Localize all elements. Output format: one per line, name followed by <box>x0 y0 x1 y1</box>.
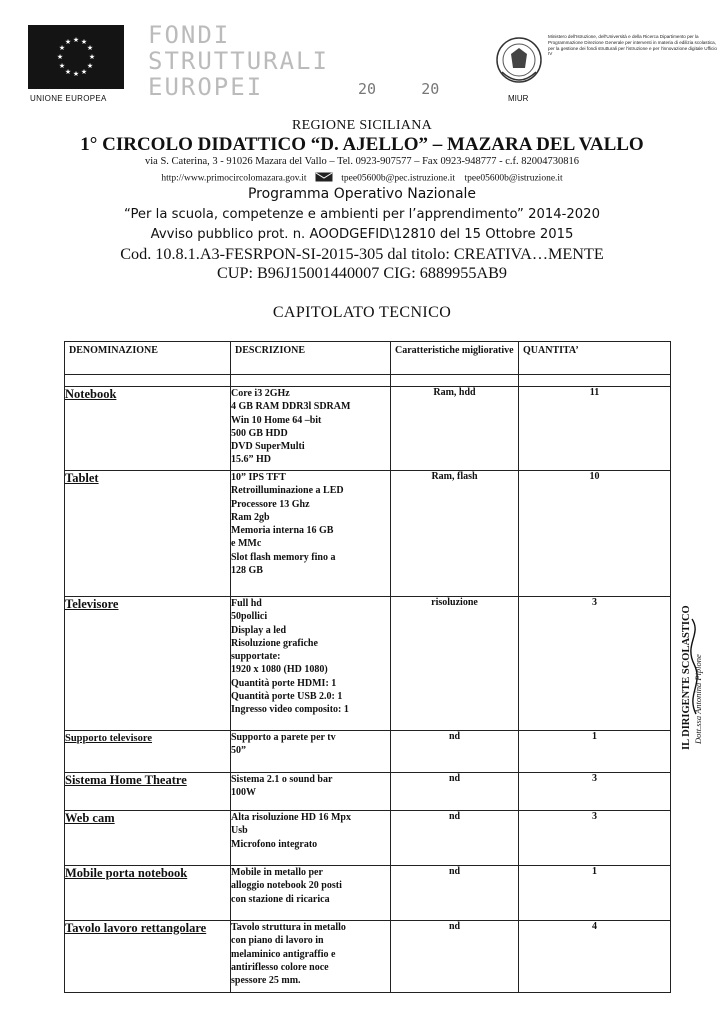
item-improvements: nd <box>391 773 519 811</box>
item-improvements: nd <box>391 866 519 921</box>
svg-text:★: ★ <box>86 62 94 70</box>
item-quantity: 3 <box>519 811 671 866</box>
svg-text:★: ★ <box>72 36 80 44</box>
school-contacts <box>0 172 724 185</box>
signature-title: IL DIRIGENTE SCOLASTICO <box>681 605 692 750</box>
item-name: Tavolo lavoro rettangolare <box>65 921 231 993</box>
project-code: Cod. 10.8.1.A3-FESRPON-SI-2015-305 dal titolo: CREATIVA…MENTE <box>120 245 604 263</box>
item-name: Notebook <box>65 387 231 471</box>
director-signature <box>676 594 710 754</box>
stamp-year: 20 20 <box>358 80 440 98</box>
technical-spec-table <box>64 341 671 993</box>
item-improvements: nd <box>391 921 519 993</box>
school-email[interactable]: tpee05600b@istruzione.it <box>464 173 563 184</box>
item-quantity: 1 <box>519 731 671 773</box>
svg-text:★: ★ <box>80 68 88 76</box>
email-envelope-icon <box>315 172 333 185</box>
item-quantity: 3 <box>519 773 671 811</box>
document-title: CAPITOLATO TECNICO <box>272 304 452 321</box>
svg-text:★: ★ <box>56 53 64 61</box>
item-quantity: 10 <box>519 471 671 597</box>
fondi-strutturali-stamp: FONDI STRUTTURALI EUROPEI <box>148 21 329 101</box>
header-improvements: Caratteristiche migliorative <box>391 342 519 375</box>
svg-text:★: ★ <box>64 38 72 46</box>
cup-cig-codes: CUP: B96J15001440007 CIG: 6889955AB9 <box>216 264 508 282</box>
item-improvements: risoluzione <box>391 597 519 731</box>
table-header-row <box>65 342 671 375</box>
svg-text:★: ★ <box>80 38 88 46</box>
item-quantity: 11 <box>519 387 671 471</box>
svg-text:★: ★ <box>58 44 66 52</box>
pec-email[interactable]: tpee05600b@pec.istruzione.it <box>341 173 455 184</box>
header-description: DESCRIZIONE <box>231 342 391 375</box>
miur-label: MIUR <box>508 94 529 103</box>
school-name: 1° CIRCOLO DIDATTICO “D. AJELLO” – MAZARA DEL VALLO <box>80 134 644 155</box>
item-improvements: nd <box>391 731 519 773</box>
item-improvements: nd <box>391 811 519 866</box>
spacer-row <box>65 375 671 387</box>
svg-text:★: ★ <box>88 53 96 61</box>
item-improvements: Ram, hdd <box>391 387 519 471</box>
item-name: Supporto televisore <box>65 731 231 773</box>
item-description: Supporto a parete per tv 50” <box>231 731 391 773</box>
item-improvements: Ram, flash <box>391 471 519 597</box>
table-row <box>65 773 671 811</box>
item-description: Tavolo struttura in metallo con piano di lavoro in melaminico antigraffio e antiriflesso colore noce spessore 25 mm. <box>231 921 391 993</box>
table-row <box>65 731 671 773</box>
item-description: Full hd 50pollici Display a led Risoluzione grafiche supportate: 1920 x 1080 (HD 1080) Quantità porte HDMI: 1 Quantità porte USB 2.0: 1 Ingresso video composito: 1 <box>231 597 391 731</box>
header-quantity: QUANTITA’ <box>519 342 671 375</box>
school-address: via S. Caterina, 3 - 91026 Mazara del Vallo – Tel. 0923-907577 – Fax 0923-948777 - c.f. 82004730816 <box>145 156 579 167</box>
public-notice: Avviso pubblico prot. n. AOODGEFID\12810 del 15 Ottobre 2015 <box>150 227 574 242</box>
program-subtitle: “Per la scuola, competenze e ambienti per l’apprendimento” 2014-2020 <box>124 207 600 222</box>
table-row <box>65 811 671 866</box>
table-row <box>65 597 671 731</box>
item-description: Core i3 2GHz 4 GB RAM DDR3l SDRAM Win 10 Home 64 –bit 500 GB HDD DVD SuperMulti 15.6” HD <box>231 387 391 471</box>
item-quantity: 1 <box>519 866 671 921</box>
item-description: 10” IPS TFT Retroilluminazione a LED Processore 13 Ghz Ram 2gb Memoria interna 16 GB e MMc Slot flash memory fino a 128 GB <box>231 471 391 597</box>
item-description: Sistema 2.1 o sound bar 100W <box>231 773 391 811</box>
item-name: Televisore <box>65 597 231 731</box>
miur-emblem-icon <box>490 30 548 90</box>
table-row <box>65 921 671 993</box>
region-title: REGIONE SICILIANA <box>291 118 433 133</box>
eu-flag-logo <box>28 25 124 89</box>
item-name: Mobile porta notebook <box>65 866 231 921</box>
program-title: Programma Operativo Nazionale <box>247 186 477 202</box>
eu-stars-icon <box>28 25 124 89</box>
item-quantity: 3 <box>519 597 671 731</box>
item-name: Web cam <box>65 811 231 866</box>
item-name: Tablet <box>65 471 231 597</box>
item-quantity: 4 <box>519 921 671 993</box>
table-row <box>65 471 671 597</box>
item-description: Mobile in metallo per alloggio notebook 20 posti con stazione di ricarica <box>231 866 391 921</box>
website-link[interactable]: http://www.primocircolomazara.gov.it <box>161 173 307 184</box>
table-row <box>65 387 671 471</box>
svg-text:★: ★ <box>86 44 94 52</box>
item-name: Sistema Home Theatre <box>65 773 231 811</box>
svg-text:★: ★ <box>72 70 80 78</box>
svg-text:★: ★ <box>64 68 72 76</box>
svg-text:★: ★ <box>58 62 66 70</box>
eu-label: UNIONE EUROPEA <box>30 94 107 103</box>
signature-name: Dott.ssa Antonina Piplone <box>693 654 703 744</box>
header-name: DENOMINAZIONE <box>65 342 231 375</box>
item-description: Alta risoluzione HD 16 Mpx Usb Microfono integrato <box>231 811 391 866</box>
miur-department-text: Ministero dell'Istruzione, dell'Università e della Ricerca Dipartimento per la Programmazione Direzione Generale per interventi in materia di edilizia scolastica, per la gestione dei fondi strutturali per l'istruzione e per l'innovazione digitale Ufficio IV <box>548 34 717 57</box>
table-row <box>65 866 671 921</box>
